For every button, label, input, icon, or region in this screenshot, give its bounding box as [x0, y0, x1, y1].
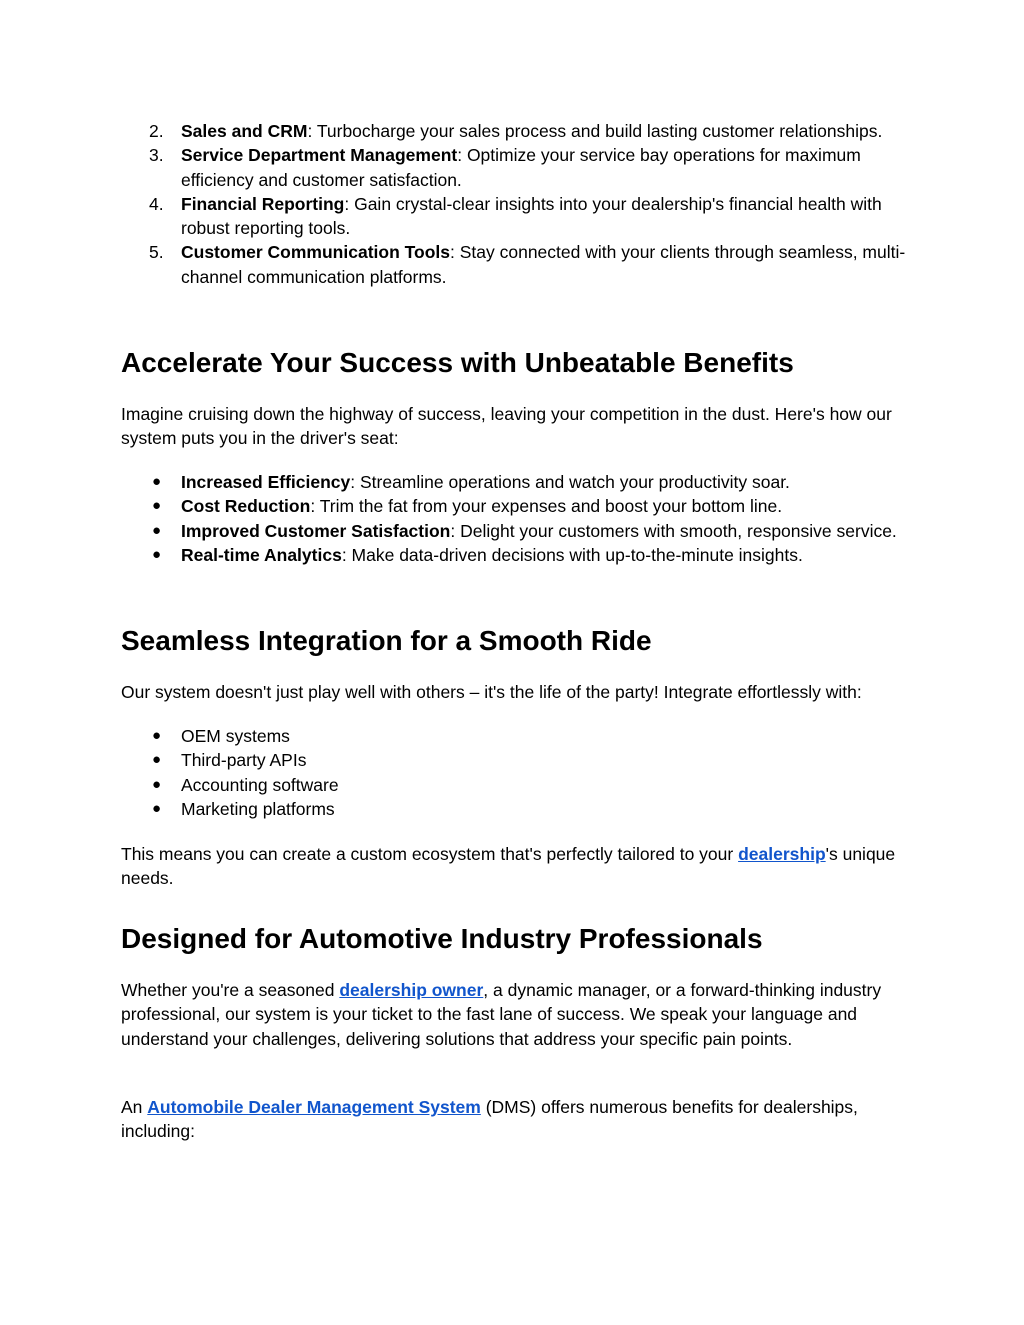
list-item-title: Increased Efficiency — [181, 472, 351, 492]
list-item — [121, 470, 911, 494]
list-item-title: Real-time Analytics — [181, 544, 342, 565]
list-item — [121, 240, 911, 289]
list-item-desc: : Streamline operations and watch your productivity soar. — [350, 472, 790, 492]
list-item-label: Marketing platforms — [181, 798, 335, 819]
paragraph-text: Whether you're a seasoned — [121, 980, 340, 1000]
bullet-icon: ● — [152, 775, 162, 793]
benefits-bullet-list — [121, 470, 911, 567]
list-item-label: OEM systems — [181, 726, 290, 746]
list-item — [121, 724, 911, 748]
professionals-paragraph — [121, 978, 911, 1051]
dms-link[interactable]: Automobile Dealer Management System — [147, 1097, 481, 1117]
list-number: 5. — [149, 242, 164, 263]
list-item — [121, 797, 911, 821]
integration-bullet-list — [121, 724, 911, 821]
list-item — [121, 748, 911, 772]
bullet-icon: ● — [152, 521, 162, 539]
bullet-icon: ● — [152, 751, 162, 769]
list-item-title: Sales and CRM — [181, 121, 308, 141]
list-item-desc: : Gain crystal-clear insights into your dealership's financial health with robust reporting tools. — [181, 193, 882, 239]
list-item-title: Service Department Management — [181, 145, 458, 166]
list-number: 4. — [149, 193, 164, 214]
outro-text: This means you can create a custom ecosystem that's perfectly tailored to your — [121, 844, 739, 864]
paragraph-text: An — [121, 1097, 148, 1117]
list-item-title: Cost Reduction — [181, 496, 311, 517]
list-item-desc: : Turbocharge your sales process and build lasting customer relationships. — [307, 121, 883, 141]
benefits-intro: Imagine cruising down the highway of success, leaving your competition in the dust. Here's how our system puts you in the driver's seat: — [121, 404, 892, 449]
features-numbered-list — [121, 119, 911, 289]
list-item-desc: : Make data-driven decisions with up-to-the-minute insights. — [341, 544, 803, 565]
paragraph-text-after: , a dynamic manager, or a forward-thinking industry professional, our system is your ticket to the fast lane of success. We speak your language and understand your challenges, delivering solutions that address your specific pain points. — [121, 980, 882, 1049]
list-item — [121, 519, 911, 543]
section-heading-professionals: Designed for Automotive Industry Professionals — [121, 923, 763, 954]
list-item-label: Accounting software — [181, 774, 339, 795]
list-item — [121, 494, 911, 518]
list-item-desc: : Trim the fat from your expenses and boost your bottom line. — [310, 496, 783, 517]
list-number: 2. — [149, 121, 164, 141]
section-heading-integration: Seamless Integration for a Smooth Ride — [121, 625, 652, 656]
list-item-title: Financial Reporting — [181, 193, 345, 214]
bullet-icon: ● — [152, 473, 162, 490]
outro-text-after: 's unique needs. — [121, 844, 896, 889]
list-item — [121, 773, 911, 797]
integration-outro — [121, 842, 911, 891]
paragraph-text-after: (DMS) offers numerous benefits for dealerships, including: — [121, 1097, 858, 1142]
list-number: 3. — [149, 145, 164, 166]
list-item — [121, 119, 911, 143]
list-item — [121, 143, 911, 192]
bullet-icon: ● — [152, 799, 162, 817]
dealership-owner-link[interactable]: dealership owner — [339, 980, 484, 1000]
bullet-icon: ● — [152, 497, 162, 515]
list-item-label: Third-party APIs — [181, 750, 307, 771]
dms-paragraph — [121, 1095, 911, 1144]
bullet-icon: ● — [152, 545, 162, 563]
list-item-desc: : Delight your customers with smooth, responsive service. — [450, 520, 897, 541]
list-item-title: Customer Communication Tools — [181, 242, 450, 263]
section-heading-benefits: Accelerate Your Success with Unbeatable Benefits — [121, 347, 794, 378]
list-item-title: Improved Customer Satisfaction — [181, 520, 451, 541]
list-item — [121, 192, 911, 241]
list-item-desc: : Stay connected with your clients through seamless, multi-channel communication platforms. — [181, 242, 906, 287]
list-item — [121, 543, 911, 567]
bullet-icon: ● — [152, 727, 162, 744]
integration-intro: Our system doesn't just play well with others – it's the life of the party! Integrate effortlessly with: — [121, 682, 862, 702]
dealership-link[interactable]: dealership — [738, 844, 826, 864]
list-item-desc: : Optimize your service bay operations for maximum efficiency and customer satisfaction. — [181, 145, 861, 190]
